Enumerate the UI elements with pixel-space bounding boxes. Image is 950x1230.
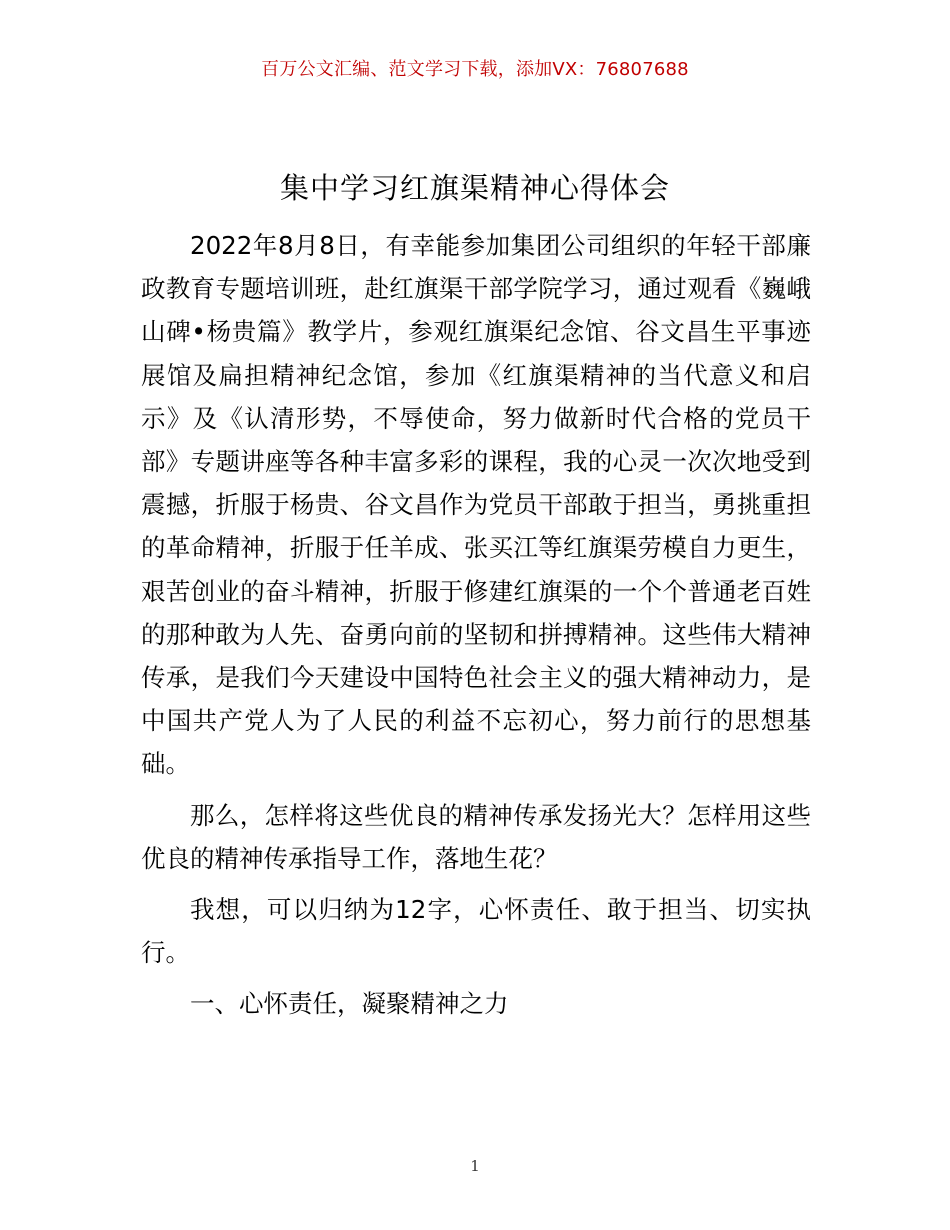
document-body <box>141 224 811 1034</box>
page-number: 1 <box>470 1157 480 1175</box>
paragraph-summary: 我想，可以归纳为12字，心怀责任、敢于担当、切实执行。 <box>141 895 811 968</box>
header-note: 百万公文汇编、范文学习下载，添加VX：76807688 <box>261 59 689 80</box>
paragraph-question: 那么，怎样将这些优良的精神传承发扬光大？怎样用这些优良的精神传承指导工作，落地生花？ <box>141 800 811 873</box>
section-heading-1: 一、心怀责任，凝聚精神之力 <box>190 989 509 1019</box>
paragraph-intro: 2022年8月8日，有幸能参加集团公司组织的年轻干部廉政教育专题培训班，赴红旗渠干部学院学习，通过观看《巍峨山碑•杨贵篇》教学片，参观红旗渠纪念馆、谷文昌生平事迹展馆及扁担精神纪念馆，参加《红旗渠精神的当代意义和启示》及《认清形势，不辱使命，努力做新时代合格的党员干部》专题讲座等各种丰富多彩的课程，我的心灵一次次地受到震撼，折服于杨贵、谷文昌作为党员干部敢于担当，勇挑重担的革命精神，折服于任羊成、张买江等红旗渠劳模自力更生，艰苦创业的奋斗精神，折服于修建红旗渠的一个个普通老百姓的那种敢为人先、奋勇向前的坚韧和拼搏精神。这些伟大精神传承，是我们今天建设中国特色社会主义的强大精神动力，是中国共产党人为了人民的利益不忘初心，努力前行的思想基础。 <box>141 231 811 779</box>
document-title: 集中学习红旗渠精神心得体会 <box>279 171 670 205</box>
